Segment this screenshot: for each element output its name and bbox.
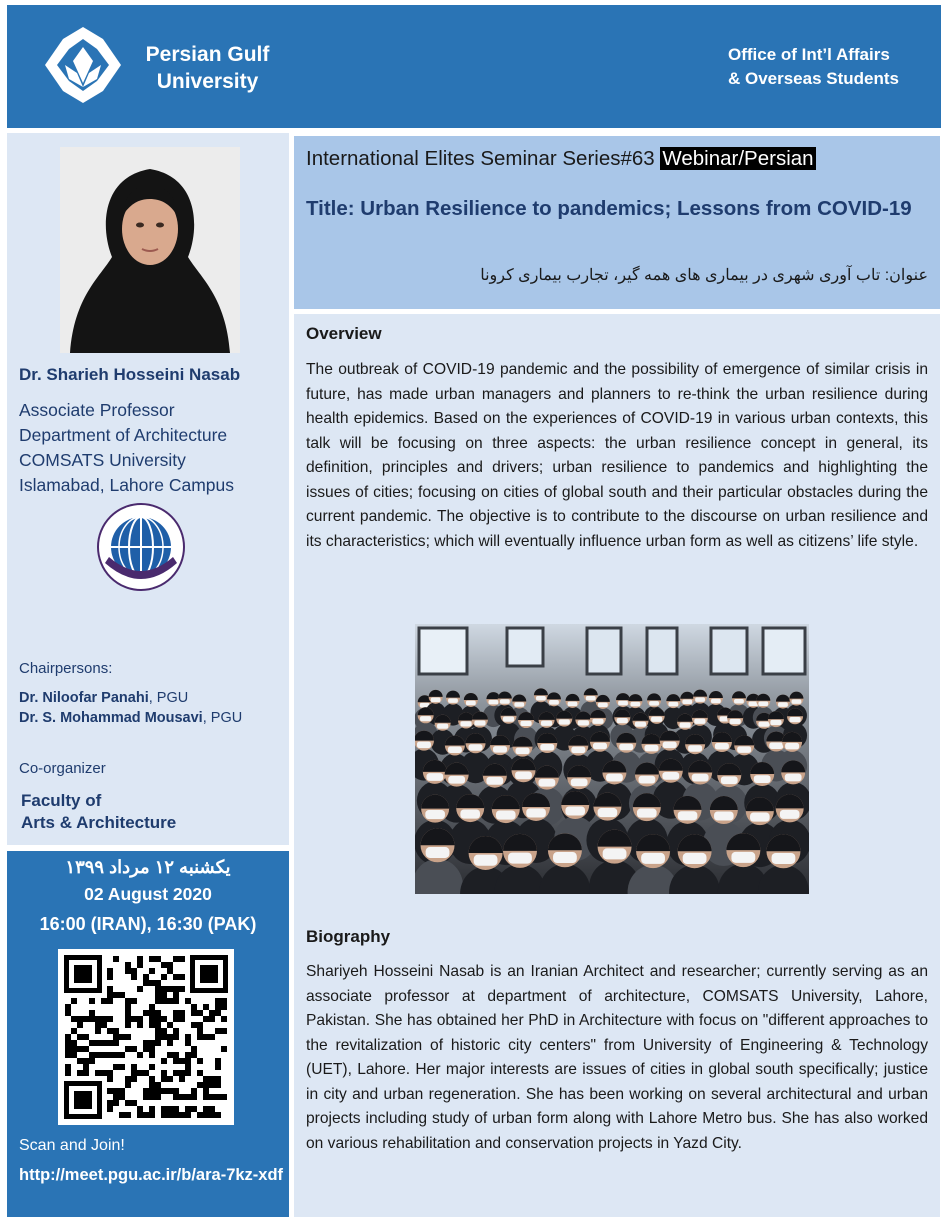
title-panel [294, 136, 940, 309]
talk-title-persian: عنوان: تاب آوری شهری در بیماری های همه گیر، تجارب بیماری کرونا [480, 267, 928, 284]
coorganizer-line: Faculty of [21, 791, 102, 810]
affiliation-line: Islamabad, Lahore Campus [19, 475, 234, 495]
chairperson [19, 690, 188, 706]
overview-heading: Overview [306, 324, 382, 343]
qr-code-icon[interactable] [58, 949, 234, 1125]
biography-heading: Biography [306, 927, 391, 946]
chairperson-name: Dr. Niloofar Panahi [19, 690, 149, 706]
pgu-logo-icon [43, 25, 123, 105]
content-panel [294, 314, 940, 1217]
schedule-panel [7, 851, 289, 1217]
office-line-1: Office of Int’l Affairs [727, 45, 890, 64]
chairperson-org: , PGU [148, 690, 189, 706]
overview-text: The outbreak of COVID-19 pandemic and the possibility of emergence of similar crisis in future, has made urban managers and planners to re-think the urban resilience during health epidemics. Based on the experiences of COVID-19 in various urban contexts, this talk will be focusing on three aspects: the urban resilience concept in general, its definition, principles and drivers; urban resilience to pandemics and highlighting the issues of cities; focusing on cities of global south and their particular obstacles during the current pandemic. The objective is to contribute to the discourse on urban resilience and its characteristics; which will eventually influence urban form as well as citizens’ life style. [306, 361, 928, 550]
office-line-2: & Overseas Students [727, 69, 899, 88]
event-time: 16:00 (IRAN), 16:30 (PAK) [39, 914, 257, 934]
meeting-link[interactable]: http://meet.pgu.ac.ir/b/ara-7kz-xdf [19, 1166, 284, 1184]
series-name: International Elites Seminar Series#63 [306, 147, 661, 170]
coorganizer-line: Arts & Architecture [21, 813, 177, 832]
scan-label: Scan and Join! [19, 1137, 125, 1154]
chairperson-name: Dr. S. Mohammad Mousavi [19, 710, 203, 726]
chairpersons-label: Chairpersons: [19, 660, 113, 677]
affiliation-line: Associate Professor [19, 400, 175, 420]
biography-text: Shariyeh Hosseini Nasab is an Iranian Architect and researcher; currently serving as an associate professor at department of architecture, COMSATS University, Lahore, Pakistan. She has obtained her PhD in Architecture with focus on "different approaches to the revitalization of historic city centers" from University of Engineering & Technology (UET), Lahore. Her major interests are issues of cities in global south specifically; justice in city and urban regeneration. She has been working on several architectural and urban projects including study of urban form along with Lahore Metro bus. She has also worked on various rehabilitation and conservation projects in Yazd City. [306, 963, 928, 1152]
chairperson-org: , PGU [202, 710, 243, 726]
webinar-tag: Webinar/Persian [662, 147, 814, 170]
coorganizer-label: Co-organizer [19, 760, 106, 777]
speaker-photo [60, 147, 240, 353]
chairperson [19, 710, 242, 726]
crowd-photo [415, 624, 809, 894]
comsats-logo-icon [97, 503, 185, 591]
date-english: 02 August 2020 [84, 884, 212, 904]
speaker-name: Dr. Sharieh Hosseini Nasab [19, 365, 241, 384]
affiliation-line: Department of Architecture [19, 425, 228, 445]
office-name [728, 43, 899, 91]
talk-title: Title: Urban Resilience to pandemics; Lessons from COVID-19 [306, 197, 912, 220]
header-banner [7, 5, 941, 128]
seminar-series [306, 147, 816, 171]
date-persian: یکشنبه ۱۲ مرداد ۱۳۹۹ [65, 857, 231, 877]
university-name: Persian Gulf University [145, 43, 270, 93]
affiliation-line: COMSATS University [19, 450, 186, 470]
speaker-panel [7, 133, 289, 845]
speaker-affiliation [19, 398, 234, 498]
coorganizer-name [21, 790, 176, 834]
